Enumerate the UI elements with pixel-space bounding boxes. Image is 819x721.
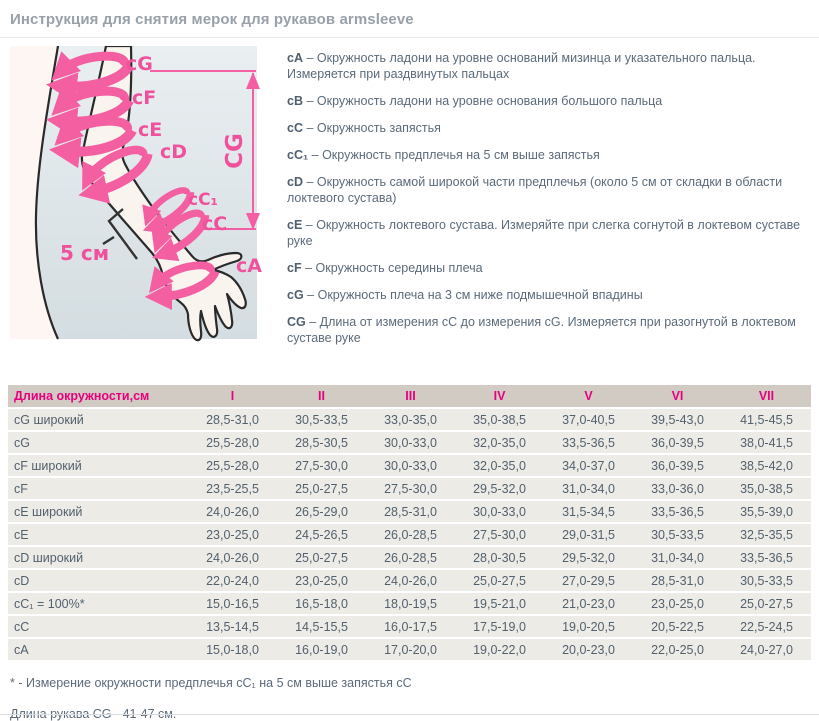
row-label: cD bbox=[8, 570, 188, 591]
row-label: cD широкий bbox=[8, 547, 188, 568]
size-value-cell: 19,0-20,5 bbox=[544, 616, 633, 637]
size-value-cell: 28,5-31,0 bbox=[633, 570, 722, 591]
measurement-definition bbox=[287, 314, 809, 346]
size-value-cell: 32,0-35,0 bbox=[455, 432, 544, 453]
size-value-cell: 39,5-43,0 bbox=[633, 409, 722, 430]
size-value-cell: 26,0-28,5 bbox=[366, 547, 455, 568]
size-value-cell: 35,0-38,5 bbox=[722, 478, 811, 499]
diagram-label-cA: cA bbox=[236, 255, 262, 277]
measurement-code: cD bbox=[287, 175, 303, 189]
measurement-text: – Окружность ладони на уровне оснований мизинца и указательного пальца. Измеряется при раздвинутых пальцах bbox=[287, 51, 756, 81]
size-value-cell: 22,5-24,5 bbox=[722, 616, 811, 637]
size-column-header: VI bbox=[633, 385, 722, 407]
size-value-cell: 23,0-25,0 bbox=[188, 524, 277, 545]
table-row bbox=[8, 455, 811, 476]
diagram-label-cD: cD bbox=[160, 141, 188, 163]
row-label: cE широкий bbox=[8, 501, 188, 522]
size-value-cell: 18,0-19,5 bbox=[366, 593, 455, 614]
size-table-header-row bbox=[8, 385, 811, 407]
size-value-cell: 32,0-35,0 bbox=[455, 455, 544, 476]
row-label: cG bbox=[8, 432, 188, 453]
size-value-cell: 16,0-19,0 bbox=[277, 639, 366, 660]
measurement-text: – Окружность предплечья на 5 см выше запястья bbox=[311, 148, 600, 162]
size-column-header: III bbox=[366, 385, 455, 407]
size-value-cell: 14,5-15,5 bbox=[277, 616, 366, 637]
size-value-cell: 33,5-36,5 bbox=[722, 547, 811, 568]
row-label: cC bbox=[8, 616, 188, 637]
size-column-header: IV bbox=[455, 385, 544, 407]
size-value-cell: 33,5-36,5 bbox=[544, 432, 633, 453]
size-value-cell: 23,0-25,0 bbox=[277, 570, 366, 591]
size-value-cell: 27,5-30,0 bbox=[277, 455, 366, 476]
size-value-cell: 30,5-33,5 bbox=[722, 570, 811, 591]
measurement-definition bbox=[287, 217, 809, 249]
size-value-cell: 30,0-33,0 bbox=[455, 501, 544, 522]
size-value-cell: 27,0-29,5 bbox=[544, 570, 633, 591]
size-value-cell: 26,5-29,0 bbox=[277, 501, 366, 522]
size-value-cell: 31,5-34,5 bbox=[544, 501, 633, 522]
footnotes bbox=[0, 662, 819, 721]
measurement-definition bbox=[287, 287, 809, 303]
table-row bbox=[8, 593, 811, 614]
size-value-cell: 16,0-17,5 bbox=[366, 616, 455, 637]
size-value-cell: 19,0-22,0 bbox=[455, 639, 544, 660]
measurement-definition bbox=[287, 120, 809, 136]
measurement-text: – Длина от измерения сС до измерения сG. Измеряется при разогнутой в локтевом суставе руке bbox=[287, 315, 796, 345]
size-value-cell: 25,0-27,5 bbox=[277, 547, 366, 568]
size-value-cell: 28,5-30,5 bbox=[277, 432, 366, 453]
size-table-body bbox=[8, 409, 811, 660]
size-value-cell: 15,0-16,5 bbox=[188, 593, 277, 614]
table-row bbox=[8, 570, 811, 591]
size-table-header-label: Длина окружности,см bbox=[8, 385, 188, 407]
size-value-cell: 24,0-26,0 bbox=[188, 547, 277, 568]
diagram-label-cG: cG bbox=[126, 53, 153, 75]
table-row bbox=[8, 501, 811, 522]
size-value-cell: 28,5-31,0 bbox=[188, 409, 277, 430]
size-value-cell: 24,0-27,0 bbox=[722, 639, 811, 660]
table-row bbox=[8, 524, 811, 545]
size-value-cell: 25,0-27,5 bbox=[455, 570, 544, 591]
diagram-label-cC: cC bbox=[202, 213, 228, 235]
measurement-text: – Окружность плеча на 3 см ниже подмышечной впадины bbox=[307, 288, 643, 302]
size-value-cell: 35,5-39,0 bbox=[722, 501, 811, 522]
table-row bbox=[8, 547, 811, 568]
size-value-cell: 24,0-26,0 bbox=[188, 501, 277, 522]
measurement-code: CG bbox=[287, 315, 306, 329]
size-value-cell: 30,0-33,0 bbox=[366, 432, 455, 453]
size-value-cell: 36,0-39,5 bbox=[633, 455, 722, 476]
size-value-cell: 21,0-23,0 bbox=[544, 593, 633, 614]
size-value-cell: 16,5-18,0 bbox=[277, 593, 366, 614]
size-value-cell: 41,5-45,5 bbox=[722, 409, 811, 430]
measurement-text: – Окружность запястья bbox=[306, 121, 441, 135]
measurement-text: – Окружность локтевого сустава. Измеряйте при слегка согнутой в локтевом суставе руке bbox=[287, 218, 801, 248]
size-value-cell: 30,0-33,0 bbox=[366, 455, 455, 476]
size-value-cell: 33,0-36,0 bbox=[633, 478, 722, 499]
size-value-cell: 17,5-19,0 bbox=[455, 616, 544, 637]
table-row bbox=[8, 639, 811, 660]
measurement-code: cF bbox=[287, 261, 302, 275]
size-value-cell: 35,0-38,5 bbox=[455, 409, 544, 430]
row-label: cC₁ = 100%* bbox=[8, 593, 188, 614]
size-value-cell: 25,5-28,0 bbox=[188, 432, 277, 453]
row-label: cE bbox=[8, 524, 188, 545]
size-table bbox=[8, 383, 811, 662]
size-value-cell: 25,0-27,5 bbox=[722, 593, 811, 614]
measurement-text: – Окружность середины плеча bbox=[305, 261, 483, 275]
size-value-cell: 32,5-35,5 bbox=[722, 524, 811, 545]
size-value-cell: 38,0-41,5 bbox=[722, 432, 811, 453]
page-title: Инструкция для снятия мерок для рукавов armsleeve bbox=[10, 11, 414, 28]
measurement-definition bbox=[287, 260, 809, 276]
size-value-cell: 38,5-42,0 bbox=[722, 455, 811, 476]
row-label: cA bbox=[8, 639, 188, 660]
size-value-cell: 24,5-26,5 bbox=[277, 524, 366, 545]
size-value-cell: 24,0-26,0 bbox=[366, 570, 455, 591]
size-value-cell: 30,5-33,5 bbox=[633, 524, 722, 545]
diagram-label-cF: cF bbox=[132, 87, 157, 109]
size-value-cell: 17,0-20,0 bbox=[366, 639, 455, 660]
size-value-cell: 27,5-30,0 bbox=[366, 478, 455, 499]
measurement-code: cA bbox=[287, 51, 303, 65]
size-value-cell: 29,5-32,0 bbox=[455, 478, 544, 499]
arm-measurement-diagram bbox=[10, 46, 280, 344]
size-value-cell: 33,0-35,0 bbox=[366, 409, 455, 430]
size-value-cell: 22,0-24,0 bbox=[188, 570, 277, 591]
size-column-header: VII bbox=[722, 385, 811, 407]
size-value-cell: 25,5-28,0 bbox=[188, 455, 277, 476]
size-value-cell: 28,5-31,0 bbox=[366, 501, 455, 522]
size-value-cell: 22,0-25,0 bbox=[633, 639, 722, 660]
size-value-cell: 33,5-36,5 bbox=[633, 501, 722, 522]
table-row bbox=[8, 616, 811, 637]
size-value-cell: 13,5-14,5 bbox=[188, 616, 277, 637]
table-row bbox=[8, 478, 811, 499]
size-value-cell: 23,0-25,0 bbox=[633, 593, 722, 614]
measurement-code: cC bbox=[287, 121, 303, 135]
cg-length-label: CG bbox=[222, 133, 248, 169]
size-value-cell: 28,0-30,5 bbox=[455, 547, 544, 568]
measurement-definitions bbox=[287, 46, 809, 357]
sleeve-length-footnote: Длина рукава CG - 41-47 см. bbox=[10, 707, 177, 721]
instruction-section bbox=[0, 38, 819, 357]
size-value-cell: 26,0-28,5 bbox=[366, 524, 455, 545]
size-value-cell: 34,0-37,0 bbox=[544, 455, 633, 476]
bottom-divider bbox=[0, 714, 819, 715]
measurement-definition bbox=[287, 174, 809, 206]
measurement-code: cC₁ bbox=[287, 148, 309, 162]
size-value-cell: 31,0-34,0 bbox=[544, 478, 633, 499]
size-value-cell: 25,0-27,5 bbox=[277, 478, 366, 499]
measurement-definition bbox=[287, 93, 809, 109]
measurement-code: cB bbox=[287, 94, 303, 108]
size-value-cell: 36,0-39,5 bbox=[633, 432, 722, 453]
size-column-header: V bbox=[544, 385, 633, 407]
size-value-cell: 31,0-34,0 bbox=[633, 547, 722, 568]
size-value-cell: 15,0-18,0 bbox=[188, 639, 277, 660]
row-label: cF широкий bbox=[8, 455, 188, 476]
table-row bbox=[8, 409, 811, 430]
size-value-cell: 19,5-21,0 bbox=[455, 593, 544, 614]
size-value-cell: 30,5-33,5 bbox=[277, 409, 366, 430]
size-value-cell: 37,0-40,5 bbox=[544, 409, 633, 430]
arm-diagram-svg bbox=[10, 46, 280, 344]
asterisk-footnote: * - Измерение окружности предплечья сС₁ на 5 см выше запястья сС bbox=[10, 676, 412, 690]
table-row bbox=[8, 432, 811, 453]
diagram-label-cE: cE bbox=[138, 119, 163, 141]
offset-label-5cm: 5 см bbox=[60, 241, 110, 265]
size-value-cell: 29,5-32,0 bbox=[544, 547, 633, 568]
measurement-code: cE bbox=[287, 218, 303, 232]
measurement-definition bbox=[287, 147, 809, 163]
row-label: cF bbox=[8, 478, 188, 499]
size-column-header: I bbox=[188, 385, 277, 407]
size-value-cell: 20,5-22,5 bbox=[633, 616, 722, 637]
measurement-text: – Окружность самой широкой части предплечья (около 5 см от складки в области локтевого сустава) bbox=[287, 175, 783, 205]
size-value-cell: 20,0-23,0 bbox=[544, 639, 633, 660]
row-label: cG широкий bbox=[8, 409, 188, 430]
diagram-label-cC1: cC₁ bbox=[188, 190, 218, 210]
measurement-text: – Окружность ладони на уровне основания большого пальца bbox=[306, 94, 663, 108]
size-value-cell: 27,5-30,0 bbox=[455, 524, 544, 545]
size-value-cell: 29,0-31,5 bbox=[544, 524, 633, 545]
size-value-cell: 23,5-25,5 bbox=[188, 478, 277, 499]
measurement-definition bbox=[287, 50, 809, 82]
size-column-header: II bbox=[277, 385, 366, 407]
measurement-code: cG bbox=[287, 288, 304, 302]
